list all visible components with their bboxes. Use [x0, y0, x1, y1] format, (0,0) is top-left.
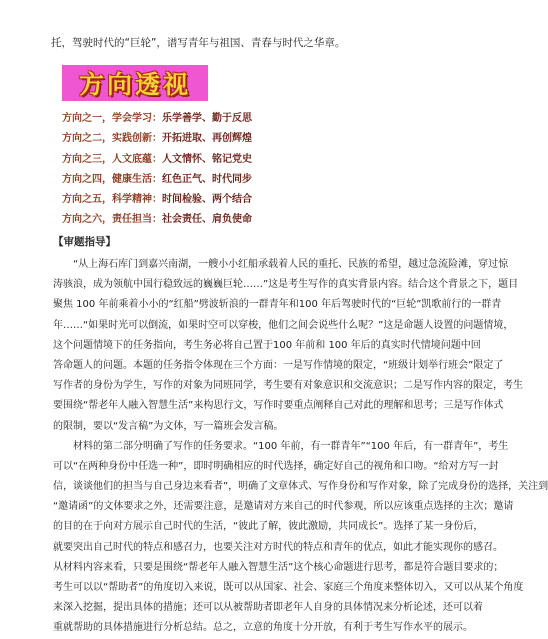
body-line: 来深入挖掘，提出具体的措施；还可以从被帮助者即老年人自身的具体情况来分析论述，还可以着 — [53, 602, 483, 614]
body-line: 答命题人的问题。本题的任务指令体现在三个方面：一是写作情境的限定，“班级计划举行班会”限定了 — [53, 359, 504, 371]
body-line: 涛骇浪，成为领航中国行稳致远的巍巍巨轮……”这是考生写作的真实背景内容。结合这个背景之下，题目 — [53, 279, 519, 291]
direction-item: 方向之一，学会学习：乐学善学、勤于反思 — [62, 113, 252, 124]
body-line: 重就帮助的具体措施进行分析总结。总之，立意的角度十分开放，有利于考生写作水平的展示。 — [53, 622, 473, 634]
body-line: 写作者的身份为学生，写作的对象为同班同学，考生要有对象意识和交流意识；二是写作内容的限定，考生 — [53, 380, 523, 392]
body-line: “从上海石库门到嘉兴南湖，一艘小小红船承载着人民的重托、民族的希望，越过急流险滩，穿过惊 — [73, 259, 509, 270]
body-text — [53, 255, 548, 639]
direction-item: 方向之六，责任担当：社会责任、肩负使命 — [62, 214, 252, 226]
body-line: 聚焦 100 年前乘着小小的“红船”劈波斩浪的一群青年和100 年后驾驶时代的“巨轮”凯歌前行的一群青 — [53, 299, 502, 311]
body-line: 年……“如果时光可以倒流，如果时空可以穿梭，他们之间会说些什么呢？”这是命题人设置的问题情境， — [53, 319, 514, 331]
body-line: 可以“在两种身份中任选一种”，即时明确相应的时代选择，确定好自己的视角和口吻。“给对方写一封 — [53, 460, 499, 472]
direction-item: 方向之二，实践创新：开拓进取、再创辉煌 — [62, 133, 252, 145]
body-line: “邀请函”的文体要求之外，还需要注意，是邀请对方来自己的时代参观，所以应该重点选择的主次；邀请 — [53, 501, 514, 513]
section-banner — [62, 65, 208, 101]
banner-title: 方向透视 — [78, 70, 191, 99]
section-label: 【审题指导】 — [53, 236, 116, 248]
body-line: 信，谈谈他们的担当与自己身边来看者”，明确了文章体式、写作身份和写作对象，除了完成身份的选择，关注到 — [53, 481, 548, 493]
direction-item: 方向之四，健康生活：红色正气、时代同步 — [62, 173, 252, 185]
body-line: 就要突出自己时代的特点和感召力，也要关注对方时代的特点和青年的优点，如此才能实现你的感召。 — [53, 541, 503, 553]
direction-item: 方向之五，科学精神：时间检验、两个结合 — [62, 194, 252, 206]
body-line: 从材料内容来看，只要是围绕“帮老年人融入智慧生活”这个核心命题进行思考，都是符合题目要求的； — [53, 561, 504, 573]
direction-list — [62, 109, 362, 231]
body-line: 要围绕“帮老年人融入智慧生活”来构思行文，写作时要重点阐释自己对此的理解和思考；三是写作体式 — [53, 400, 504, 412]
body-line: 考生可以以“帮助者”的角度切入来说，既可以从国家、社会、家庭三个角度来整体切入，又可以从某个角度 — [53, 582, 524, 593]
body-line: 这个问题情境下的任务指向，考生务必将自己置于100 年前和 100 年后的真实时代情境问题中回 — [53, 339, 481, 351]
direction-item: 方向之三，人文底蕴：人文情怀、铭记党史 — [62, 153, 252, 165]
intro-line: 托，驾驶时代的“巨轮”，谱写青年与祖国、青春与时代之华章。 — [51, 37, 346, 49]
body-line: 材料的第二部分明确了写作的任务要求。“100 年前，有一群青年”“100 年后，有一群青年”，考生 — [73, 440, 509, 452]
body-line: 的目的在于向对方展示自己时代的生活，“彼此了解，彼此激励，共同成长”。选择了某一身份后， — [53, 521, 484, 533]
body-line: 的限制，要以“发言稿”为文体，写一篇班会发言稿。 — [53, 420, 284, 432]
